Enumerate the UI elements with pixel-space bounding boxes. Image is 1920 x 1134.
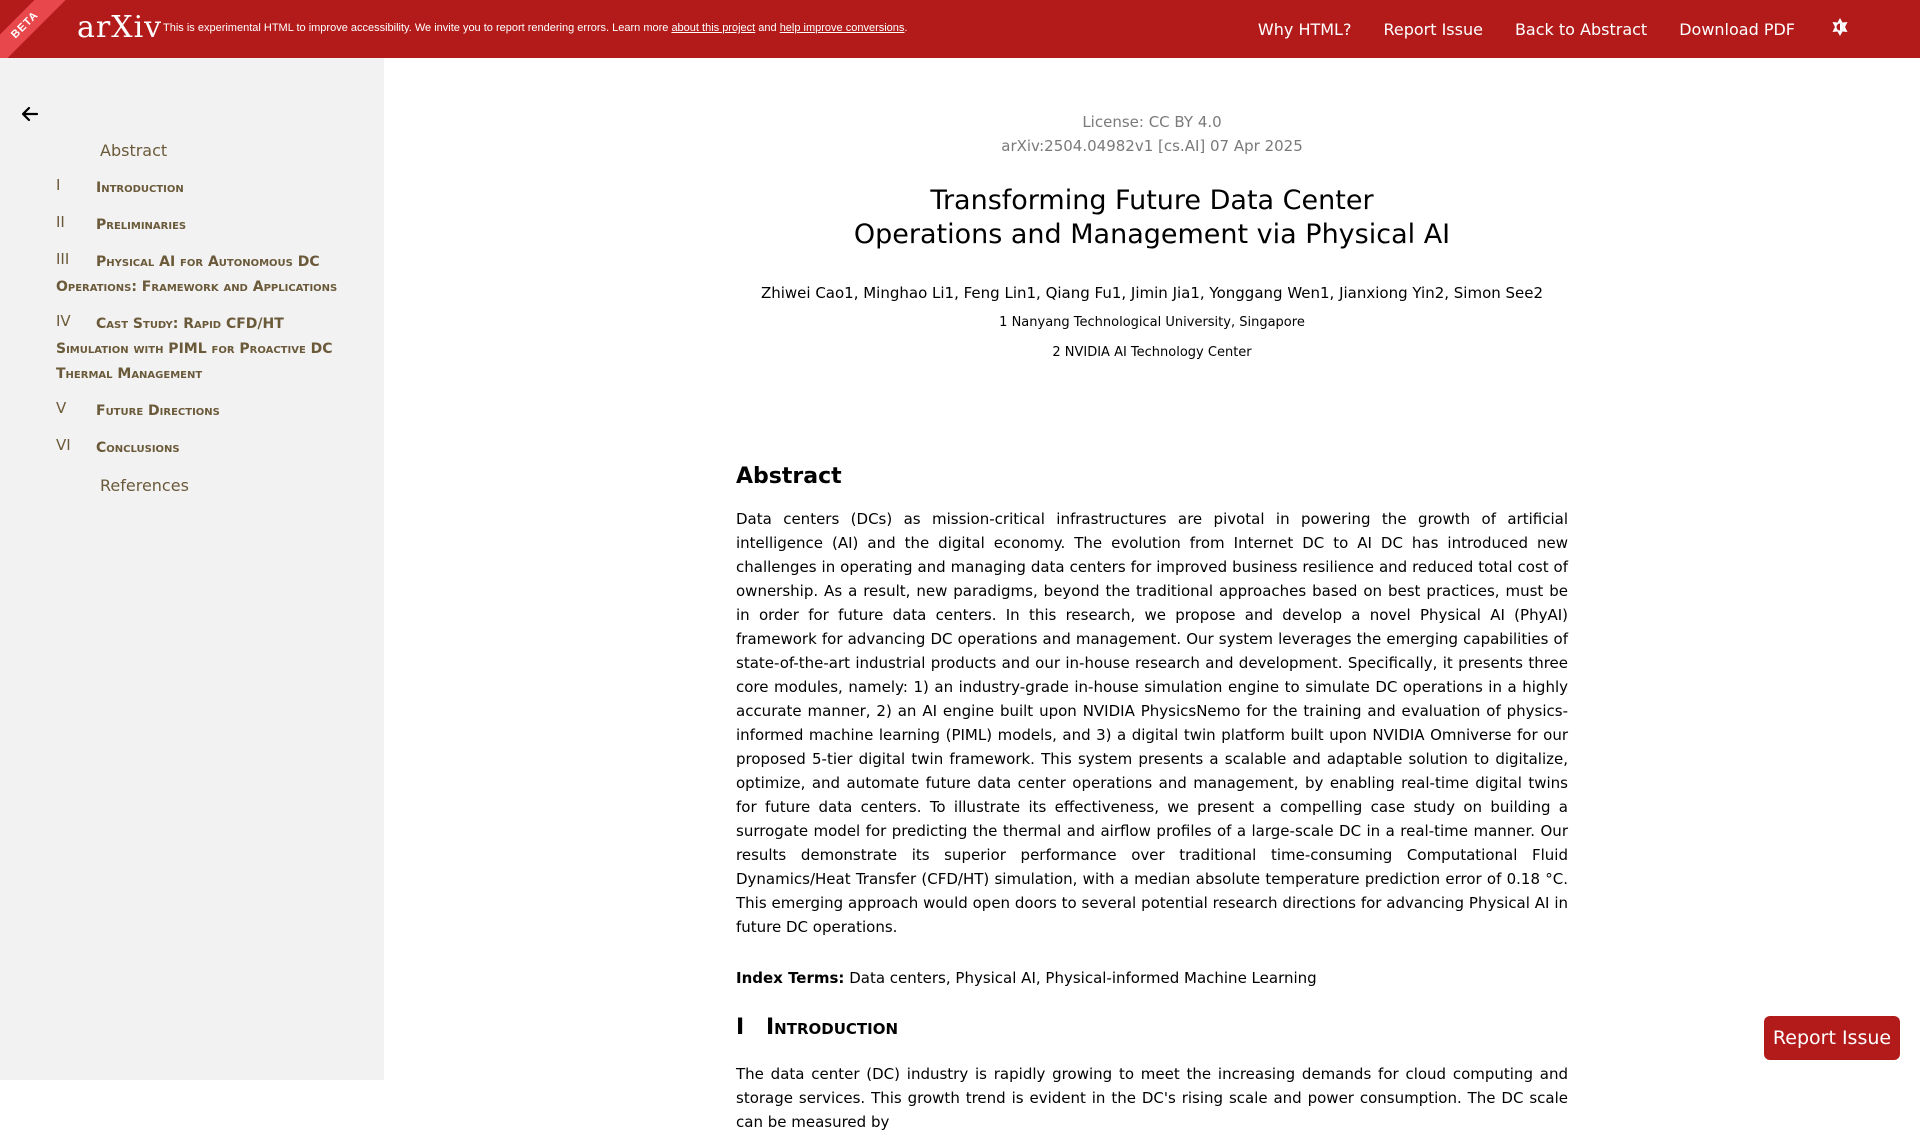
arxiv-logo[interactable]	[77, 10, 163, 45]
top-banner	[0, 0, 1920, 58]
abstract-text: Data centers (DCs) as mission-critical infrastructures are pivotal in powering the growth of artificial intelligence (AI) and the digital economy. The evolution from Internet DC to AI DC has introduced new challenges in operating and managing data centers for improved business resilience and reduced total cost of ownership. As a result, new paradigms, beyond the traditional approaches based on best practices, must be in order for future data centers. In this research, we propose and develop a novel Physical AI (PhyAI) framework for advancing DC operations and management. Our system leverages the emerging capabilities of state-of-the-art industrial products and our in-house research and development. Specifically, it presents three core modules, namely: 1) an industry-grade in-house simulation engine to simulate DC operations in a highly accurate manner, 2) an AI engine built upon NVIDIA PhysicsNemo for the training and evaluation of physics-informed machine learning (PIML) models, and 3) a digital twin platform built upon NVIDIA Omniverse for our proposed 5-tier digital twin framework. This system presents a scalable and adaptable solution to digitalize, optimize, and automate future data center operations and management, by enabling real-time digital twins for future data centers. To illustrate its effectiveness, we present a compelling case study on building a surrogate model for predicting the thermal and airflow profiles of a large-scale DC in a real-time manner. Our results demonstrate its superior performance over traditional time-consuming Computational Fluid Dynamics/Heat Transfer (CFD/HT) simulation, with a median absolute temperature prediction error of 0.18 °C. This emerging approach would open doors to several potential research directions for advancing Physical AI in future DC operations.	[736, 510, 1568, 936]
paper-title	[736, 184, 1568, 252]
toc-item-number: V	[56, 399, 67, 417]
toc-item-number: II	[56, 213, 65, 231]
toc-item-number: III	[56, 250, 70, 268]
back-to-abstract-link[interactable]: Back to Abstract	[1514, 19, 1648, 39]
toc-item-number: IV	[56, 312, 71, 330]
report-issue-link[interactable]: Report Issue	[1383, 19, 1483, 39]
top-nav	[1226, 0, 1795, 58]
toc-item-physical-ai[interactable]	[0, 250, 384, 300]
toc-item-label: Introduction	[96, 180, 184, 196]
toc-item-label: Conclusions	[96, 440, 180, 456]
paper-title-line1: Transforming Future Data Center	[930, 185, 1374, 216]
arxiv-id: arXiv:2504.04982v1 [cs.AI] 07 Apr 2025	[1001, 137, 1303, 155]
toc-references[interactable]: References	[100, 476, 189, 495]
license-block	[736, 110, 1568, 158]
about-project-link[interactable]: about this project	[671, 22, 756, 34]
toc-item-future-directions[interactable]	[0, 399, 384, 424]
toc-sidebar	[0, 58, 384, 1080]
banner-message-suffix: .	[904, 22, 908, 34]
toc-item-preliminaries[interactable]	[0, 213, 384, 238]
banner-message-prefix: This is experimental HTML to improve accessibility. We invite you to report rendering errors. Learn more	[163, 22, 672, 34]
toc-item-label: Future Directions	[96, 403, 220, 419]
index-terms	[736, 969, 1568, 987]
table-of-contents	[0, 138, 384, 498]
section-title: Introduction	[766, 1015, 899, 1040]
abstract-heading: Abstract	[736, 464, 842, 489]
toc-item-label: Physical AI for Autonomous DC Operations: Framework and Applications	[56, 254, 338, 295]
introduction-text: The data center (DC) industry is rapidly growing to meet the increasing demands for cloud computing and storage services. This growth trend is evident in the DC's rising scale and power consumption. The DC scale can be measured by	[736, 1065, 1568, 1131]
download-pdf-link[interactable]: Download PDF	[1679, 19, 1795, 39]
index-terms-value: Data centers, Physical AI, Physical-informed Machine Learning	[844, 969, 1317, 987]
toc-item-conclusions[interactable]	[0, 436, 384, 461]
authors: Zhiwei Cao1, Minghao Li1, Feng Lin1, Qiang Fu1, Jimin Jia1, Yonggang Wen1, Jianxiong Yin2, Simon See2	[760, 284, 1544, 302]
toc-abstract[interactable]: Abstract	[100, 141, 168, 160]
section-introduction-heading	[736, 1015, 1568, 1040]
theme-toggle-icon[interactable]	[1830, 17, 1850, 37]
toc-item-label: Preliminaries	[96, 217, 187, 233]
toc-item-label: Cast Study: Rapid CFD/HT Simulation with PIML for Proactive DC Thermal Management	[56, 316, 333, 382]
banner-message	[163, 22, 907, 34]
arxiv-logo-text: arXiv	[77, 10, 163, 45]
banner-and-text: and	[755, 22, 780, 34]
why-html-link[interactable]: Why HTML?	[1257, 19, 1352, 39]
license-text: License: CC BY 4.0	[1082, 113, 1222, 131]
affiliation-1: 1 Nanyang Technological University, Singapore	[999, 315, 1305, 330]
report-issue-button[interactable]: Report Issue	[1764, 1016, 1900, 1060]
collapse-toc-icon[interactable]	[20, 104, 40, 124]
toc-item-introduction[interactable]	[0, 176, 384, 201]
beta-ribbon: BETA	[0, 0, 72, 72]
index-terms-label: Index Terms:	[736, 969, 845, 987]
section-number: I	[736, 1015, 745, 1040]
toc-item-number: I	[56, 176, 61, 194]
toc-item-case-study[interactable]	[0, 312, 384, 387]
paper-title-line2: Operations and Management via Physical AI	[853, 219, 1451, 250]
paper-content	[736, 58, 1568, 1134]
help-improve-link[interactable]: help improve conversions	[779, 22, 905, 34]
affiliation-2: 2 NVIDIA AI Technology Center	[1052, 345, 1252, 360]
toc-item-number: VI	[56, 436, 71, 454]
